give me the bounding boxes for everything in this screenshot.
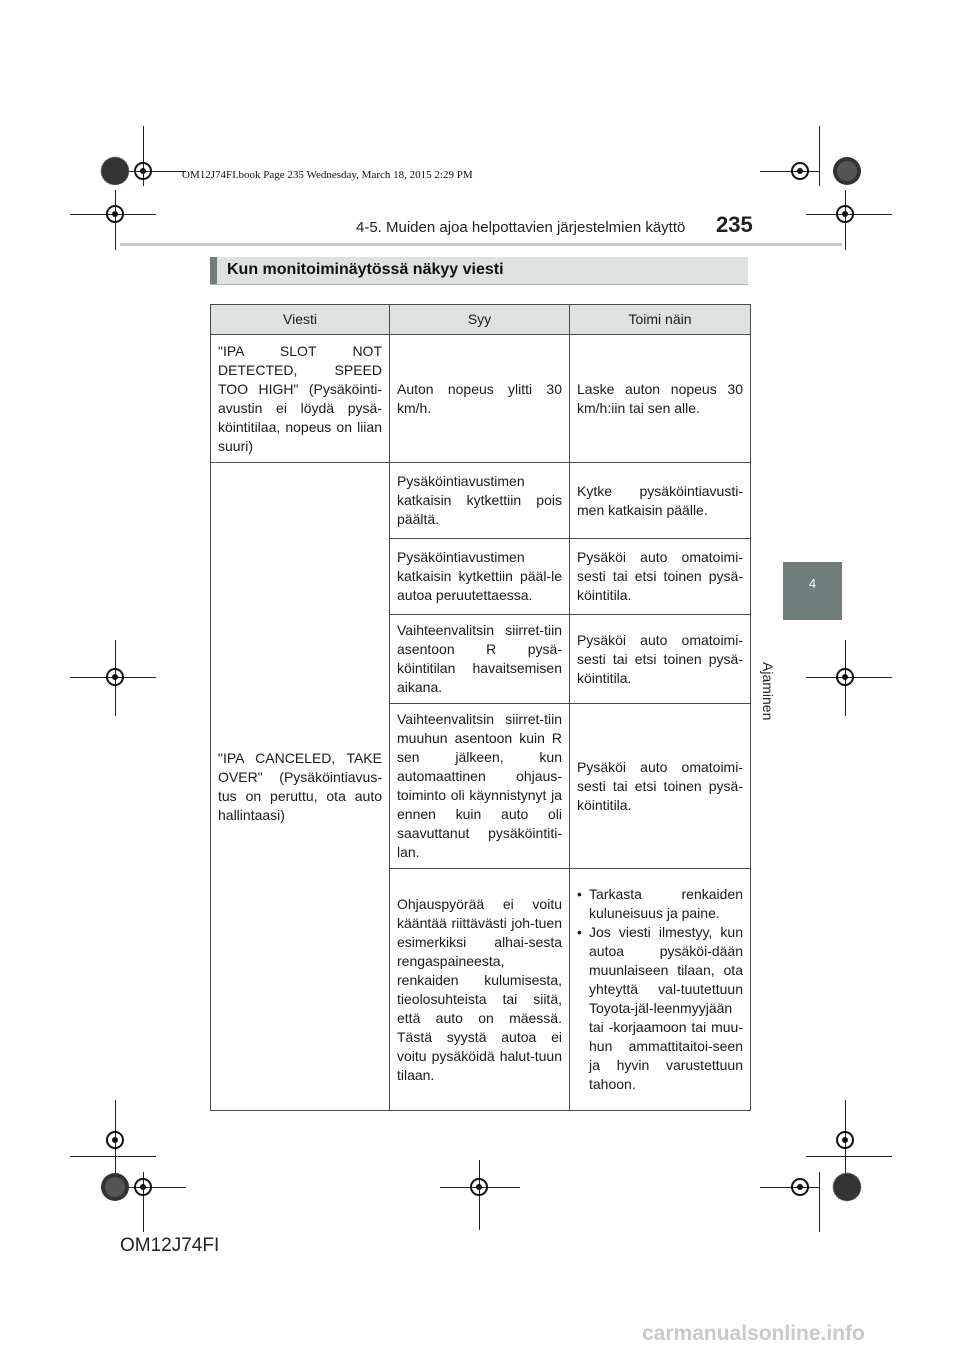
- column-header-message: Viesti: [211, 305, 390, 335]
- column-header-cause: Syy: [390, 305, 570, 335]
- action-cell: Pysäköi auto omatoimi-sesti tai etsi toinen pysä-köintitila.: [570, 704, 751, 869]
- cause-cell: Ohjauspyörää ei voitu kääntää riittävästi joh-tuen esimerkiksi alhai-sesta rengaspaineesta, renkaiden kulumisesta, tieolosuhteista tai siitä, että auto on mäessä. Tästä syystä autoa ei voitu pysäköidä halut-tuun tilaan.: [390, 869, 570, 1111]
- heading-accent: [210, 257, 217, 284]
- crosshair-icon: [103, 1128, 127, 1152]
- table-header-row: [211, 305, 751, 335]
- page-number: 235: [716, 212, 753, 237]
- cause-cell: Vaihteenvalitsin siirret-tiin asentoon R pysä-köintitilan havaitsemisen aikana.: [390, 615, 570, 704]
- crosshair-icon: [833, 665, 857, 689]
- starburst-icon: [832, 156, 862, 186]
- crosshair-icon: [833, 1128, 857, 1152]
- table-row: [211, 463, 751, 539]
- message-cell: "IPA SLOT NOT DETECTED, SPEED TOO HIGH" (Pysäköinti-avustin ei löydä pysä-köintitilaa, nopeus on liian suuri): [211, 335, 390, 463]
- cause-cell: Pysäköintiavustimen katkaisin kytkettiin pääl-le autoa peruutettaessa.: [390, 539, 570, 615]
- header-rule: [120, 243, 842, 246]
- message-table: [210, 304, 751, 1111]
- list-item: • Jos viesti ilmestyy, kun autoa pysäköi-dään muunlaiseen tilaan, ota yhteyttä val-tuutettuun Toyota-jäl-leenmyyjään tai -korjaamoon tai muu-hun ammattitaitoi-seen ja hyvin varustettuun tahoon.: [577, 923, 743, 1094]
- crosshair-icon: [788, 159, 812, 183]
- crosshair-icon: [788, 1175, 812, 1199]
- action-bullet-list: [577, 885, 743, 1094]
- starburst-icon: [100, 1172, 130, 1202]
- starburst-icon: [100, 156, 130, 186]
- table-row: [211, 335, 751, 463]
- action-cell: Pysäköi auto omatoimi-sesti tai etsi toinen pysä-köintitila.: [570, 539, 751, 615]
- column-header-action: Toimi näin: [570, 305, 751, 335]
- crosshair-icon: [103, 202, 127, 226]
- heading-title: Kun monitoiminäytössä näkyy viesti: [227, 261, 504, 278]
- chapter-number: 4: [808, 576, 817, 591]
- footer-code: OM12J74FI: [120, 1235, 220, 1256]
- starburst-icon: [832, 1172, 862, 1202]
- message-cell: "IPA CANCELED, TAKE OVER" (Pysäköintiavus-tus on peruttu, ota auto hallintaasi): [211, 463, 390, 1111]
- crosshair-icon: [131, 1175, 155, 1199]
- list-item: • Tarkasta renkaiden kuluneisuus ja paine.: [577, 885, 743, 923]
- crosshair-icon: [131, 159, 155, 183]
- action-cell: Pysäköi auto omatoimi-sesti tai etsi toinen pysä-köintitila.: [570, 615, 751, 704]
- action-cell: [570, 869, 751, 1111]
- action-cell: Laske auton nopeus 30 km/h:iin tai sen alle.: [570, 335, 751, 463]
- cause-cell: Pysäköintiavustimen katkaisin kytkettiin pois päältä.: [390, 463, 570, 539]
- crosshair-icon: [467, 1175, 491, 1199]
- cause-cell: Auton nopeus ylitti 30 km/h.: [390, 335, 570, 463]
- chapter-title: Ajaminen: [760, 662, 776, 721]
- crosshair-icon: [103, 665, 127, 689]
- section-title: 4-5. Muiden ajoa helpottavien järjestelmien käyttö: [356, 219, 686, 236]
- book-info: OM12J74FI.book Page 235 Wednesday, March 18, 2015 2:29 PM: [182, 169, 473, 181]
- crosshair-icon: [833, 202, 857, 226]
- action-cell: Kytke pysäköintiavusti-men katkaisin päälle.: [570, 463, 751, 539]
- cause-cell: Vaihteenvalitsin siirret-tiin muuhun asentoon kuin R sen jälkeen, kun automaattinen ohjaus-toiminto oli käynnistynyt ja ennen kuin auto oli saavuttanut pysäköintiti-lan.: [390, 704, 570, 869]
- watermark: carmanualsonline.info: [642, 1322, 865, 1345]
- chapter-tab: [783, 562, 842, 620]
- section-heading: [210, 257, 748, 285]
